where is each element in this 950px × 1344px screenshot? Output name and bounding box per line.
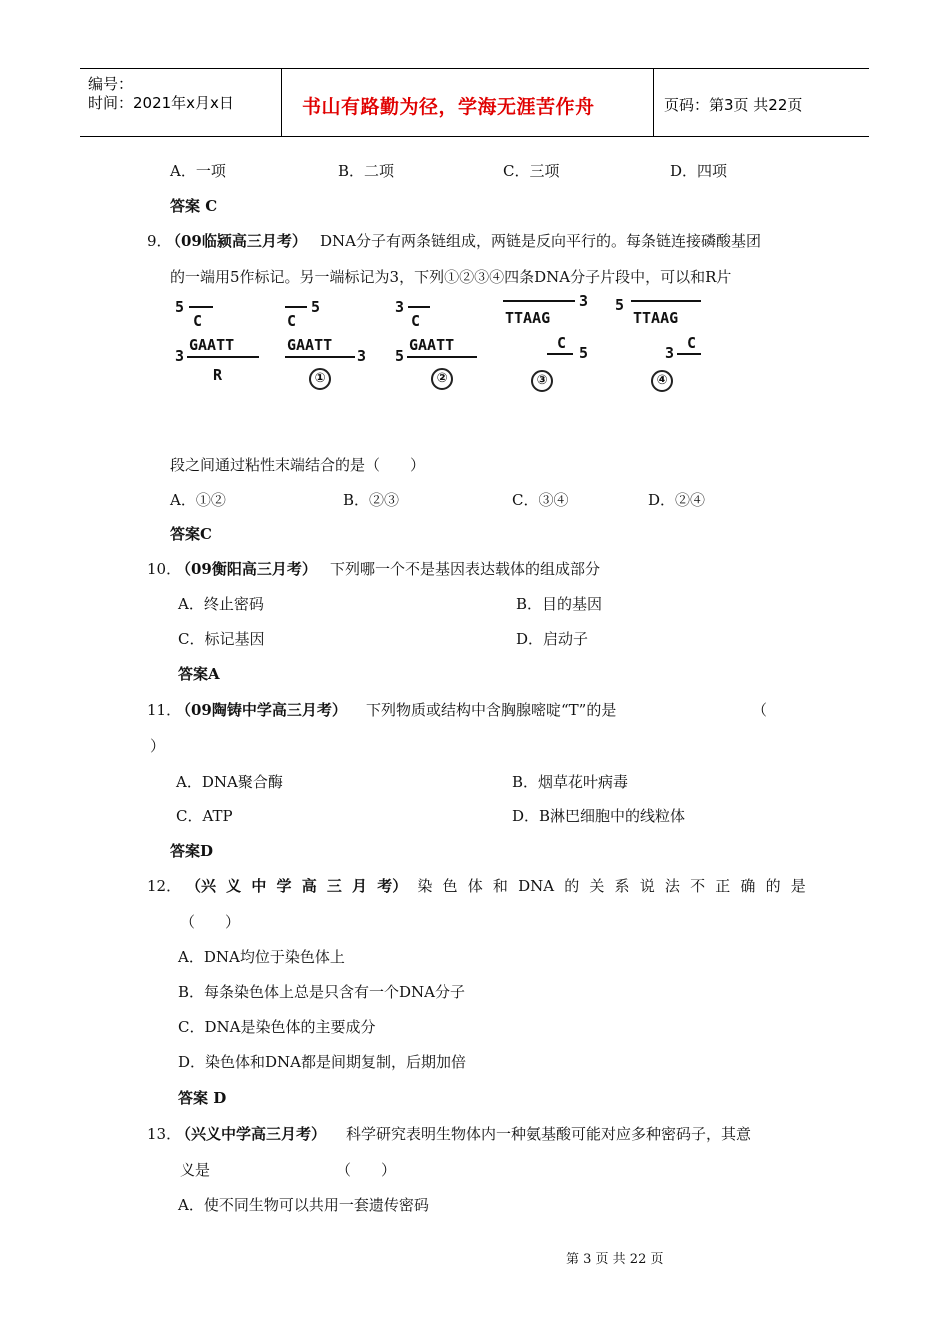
q12-stem-char: 考） <box>377 877 408 895</box>
q12-option-a: A．DNA均位于染色体上 <box>178 948 345 966</box>
q12-stem-char: （兴 <box>186 877 217 895</box>
doc-time-label: 时间：2021年x月x日 <box>88 94 234 112</box>
q12-stem-char: 的 <box>564 877 580 895</box>
header-table <box>80 68 869 137</box>
q12-stem-char: 是 <box>790 877 806 895</box>
q11-number: 11． <box>147 701 182 719</box>
f2-top-end-label: 3 <box>395 298 405 316</box>
r-top-end-label: 5 <box>175 298 185 316</box>
f1-bottom-sequence: GAATT <box>287 336 333 354</box>
f3-bottom-end-label: 5 <box>579 344 589 362</box>
q10-option-d: D．启动子 <box>516 630 589 648</box>
q12-stem-char: DNA <box>518 877 555 895</box>
q11-source: （09陶铸中学高三月考） <box>176 701 347 719</box>
q13-number: 13． <box>147 1125 182 1143</box>
q9-source: （09临颍高三月考） <box>166 232 307 250</box>
q12-stem-char: 不 <box>690 877 706 895</box>
q12-stem <box>186 876 806 896</box>
q11-option-c: C．ATP <box>176 807 233 825</box>
q9-stem-line1: DNA分子有两条链组成，两链是反向平行的。每条链连接磷酸基团 <box>320 232 761 250</box>
q12-number: 12． <box>147 877 182 895</box>
q11-option-d: D．B淋巴细胞中的线粒体 <box>512 807 686 825</box>
q10-option-b: B．目的基因 <box>516 595 603 613</box>
q8-option-c: C．三项 <box>503 162 560 180</box>
q10-option-a: A．终止密码 <box>178 595 264 613</box>
q8-option-a: A．一项 <box>170 162 226 180</box>
q12-stem-char: 的 <box>765 877 781 895</box>
q13-source: （兴义中学高三月考） <box>176 1125 327 1143</box>
f2-bottom-end-label: 5 <box>395 347 405 365</box>
q13-paren: （ ） <box>336 1161 397 1179</box>
q9-stem-line3: 段之间通过粘性末端结合的是（ ） <box>170 456 426 474</box>
q12-answer: 答案 D <box>178 1089 227 1107</box>
f2-top-strand-line <box>408 306 430 308</box>
q12-option-c: C．DNA是染色体的主要成分 <box>178 1018 376 1036</box>
f3-bottom-strand-line <box>547 353 573 355</box>
q12-stem-char: 法 <box>664 877 680 895</box>
q12-stem-char: 正 <box>715 877 731 895</box>
q9-answer: 答案C <box>170 525 212 543</box>
q9-stem-line2: 的一端用5作标记。另一端标记为3，下列①②③④四条DNA分子片段中，可以和R片 <box>170 268 732 286</box>
q12-stem-char: 说 <box>639 877 655 895</box>
q10-stem: 下列哪一个不是基因表达载体的组成部分 <box>330 560 601 578</box>
f2-label: ② <box>431 368 453 390</box>
q9-number: 9． <box>147 232 172 250</box>
q9-option-c: C．③④ <box>512 491 569 509</box>
r-label: R <box>213 366 223 384</box>
r-top-strand-line <box>189 306 213 308</box>
f4-bottom-strand-line <box>677 353 701 355</box>
q11-paren-close: ） <box>150 737 166 755</box>
f4-top-end-label: 5 <box>615 296 625 314</box>
r-bottom-sequence: GAATT <box>189 336 235 354</box>
q12-stem-char: 学 <box>276 877 292 895</box>
r-bottom-end-label: 3 <box>175 347 185 365</box>
q9-option-b: B．②③ <box>343 491 400 509</box>
q10-answer: 答案A <box>178 665 220 683</box>
doc-number-label: 编号： <box>88 75 134 93</box>
f2-bottom-sequence: GAATT <box>409 336 455 354</box>
q8-answer: 答案 C <box>170 197 218 215</box>
header-divider <box>653 69 654 136</box>
r-top-sequence: C <box>193 312 203 330</box>
q13-stem-line1: 科学研究表明生物体内一种氨基酸可能对应多种密码子，其意 <box>346 1125 752 1143</box>
q12-stem-char: 高 <box>301 877 317 895</box>
f1-top-end-label: 5 <box>311 298 321 316</box>
q12-stem-char: 义 <box>226 877 242 895</box>
f3-top-end-label: 3 <box>579 292 589 310</box>
q8-option-d: D．四项 <box>670 162 728 180</box>
q8-option-b: B．二项 <box>338 162 395 180</box>
q12-stem-char: 月 <box>352 877 368 895</box>
q10-source: （09衡阳高三月考） <box>176 560 317 578</box>
dna-fragments-figure <box>165 292 725 402</box>
f3-bottom-sequence: C <box>557 334 567 352</box>
f2-bottom-strand-line <box>407 356 477 358</box>
q13-stem-line2: 义是 <box>180 1161 211 1179</box>
q9-option-a: A．①② <box>170 491 226 509</box>
f1-bottom-end-label: 3 <box>357 347 367 365</box>
q9-option-d: D．②④ <box>648 491 706 509</box>
f4-top-strand-line <box>631 300 701 302</box>
f4-label: ④ <box>651 370 673 392</box>
q11-option-a: A．DNA聚合酶 <box>176 773 283 791</box>
q12-stem-char: 中 <box>251 877 267 895</box>
page-footer: 第 3 页 共 22 页 <box>566 1252 664 1267</box>
q12-stem-char: 三 <box>326 877 342 895</box>
q12-paren: （ ） <box>180 913 241 931</box>
f1-top-sequence: C <box>287 312 297 330</box>
q12-stem-char: 和 <box>492 877 508 895</box>
q12-stem-char: 关 <box>589 877 605 895</box>
q10-option-c: C．标记基因 <box>178 630 265 648</box>
q12-stem-char: 系 <box>614 877 630 895</box>
f4-top-sequence: TTAAG <box>633 309 679 327</box>
q12-stem-char: 染 <box>417 877 433 895</box>
f4-bottom-sequence: C <box>687 334 697 352</box>
q12-stem-char: 色 <box>442 877 458 895</box>
f1-top-strand-line <box>285 306 307 308</box>
f3-label: ③ <box>531 370 553 392</box>
header-motto: 书山有路勤为径，学海无涯苦作舟 <box>302 96 595 118</box>
q11-stem: 下列物质或结构中含胸腺嘧啶“T”的是 <box>366 701 617 719</box>
f4-bottom-end-label: 3 <box>665 344 675 362</box>
q11-paren-open: （ <box>752 701 768 719</box>
f1-bottom-strand-line <box>285 356 355 358</box>
f2-top-sequence: C <box>411 312 421 330</box>
f3-top-strand-line <box>503 300 575 302</box>
q12-stem-char: 确 <box>740 877 756 895</box>
header-page-info: 页码：第3页 共22页 <box>664 96 803 114</box>
q12-option-b: B．每条染色体上总是只含有一个DNA分子 <box>178 983 466 1001</box>
r-bottom-strand-line <box>187 356 259 358</box>
q10-number: 10． <box>147 560 182 578</box>
header-divider <box>281 69 282 136</box>
q11-option-b: B．烟草花叶病毒 <box>512 773 629 791</box>
q12-option-d: D．染色体和DNA都是间期复制，后期加倍 <box>178 1053 467 1071</box>
q11-answer: 答案D <box>170 842 214 860</box>
q12-stem-char: 体 <box>467 877 483 895</box>
f1-label: ① <box>309 368 331 390</box>
f3-top-sequence: TTAAG <box>505 309 551 327</box>
q13-option-a: A．使不同生物可以共用一套遗传密码 <box>178 1196 429 1214</box>
